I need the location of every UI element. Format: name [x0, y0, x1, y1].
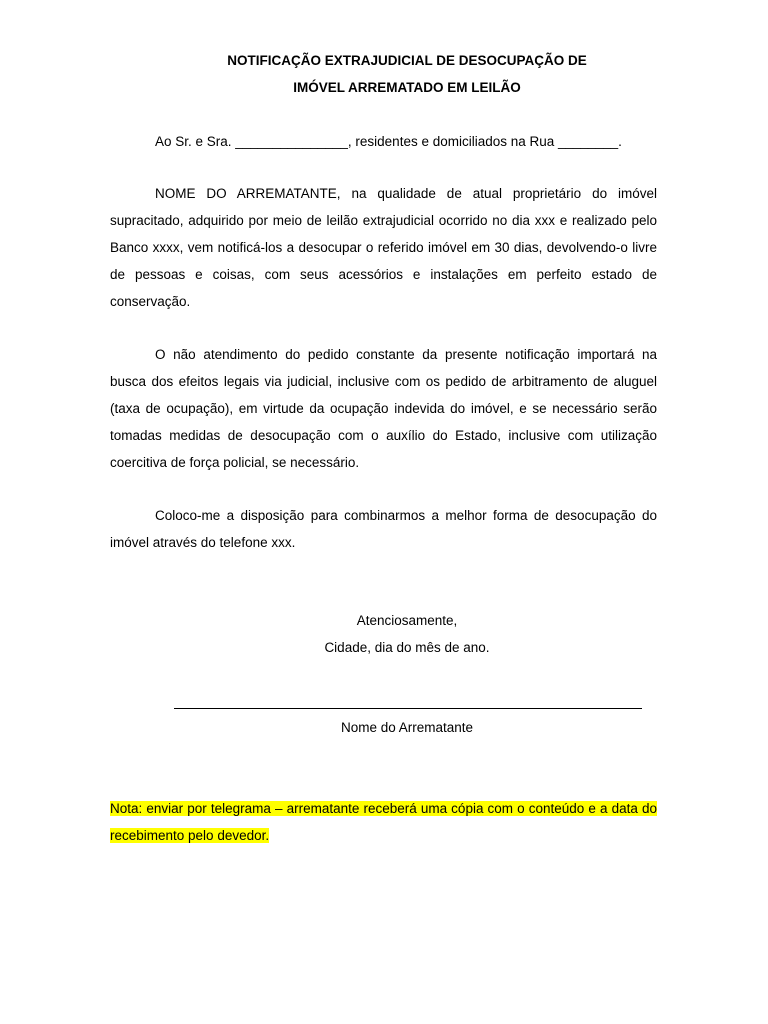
closing-regards: Atenciosamente, [356, 613, 458, 628]
signature-name: Nome do Arrematante [340, 720, 474, 735]
paragraph-block-2 [110, 341, 657, 476]
note-paragraph [110, 795, 657, 849]
title-line-1: NOTIFICAÇÃO EXTRAJUDICIAL DE DESOCUPAÇÃO DE [227, 53, 587, 68]
signature-line [174, 708, 642, 709]
document-title [110, 47, 704, 101]
closing-block [110, 607, 704, 661]
body-paragraph-1: NOME DO ARREMATANTE, na qualidade de atual proprietário do imóvel supracitado, adquirido por meio de leilão extrajudicial ocorrido no dia xxx e realizado pelo Banco xxxx, vem notificá-los a desocupar o referido imóvel em 30 dias, devolvendo-o livre de pessoas e coisas, com seus acessórios e instalações em perfeito estado de conservação. [110, 186, 657, 309]
signature-block [110, 714, 704, 741]
note-block [110, 795, 657, 849]
paragraph-block-3 [110, 502, 657, 556]
body-paragraph-2: O não atendimento do pedido constante da presente notificação importará na busca dos efeitos legais via judicial, inclusive com os pedido de arbitramento de aluguel (taxa de ocupação), em virtude da ocupação indevida do imóvel, e se necessário serão tomadas medidas de desocupação com o auxílio do Estado, inclusive com utilização coercitiva de força policial, se necessário. [110, 347, 657, 470]
salutation: Ao Sr. e Sra. _______________, residentes e domiciliados na Rua ________. [155, 134, 622, 149]
paragraph-block-1 [110, 180, 657, 315]
title-line-2: IMÓVEL ARREMATADO EM LEILÃO [293, 80, 521, 95]
body-paragraph-3: Coloco-me a disposição para combinarmos a melhor forma de desocupação do imóvel através do telefone xxx. [110, 508, 657, 550]
closing-place-date: Cidade, dia do mês de ano. [324, 640, 490, 655]
note-highlight: Nota: enviar por telegrama – arrematante receberá uma cópia com o conteúdo e a data do recebimento pelo devedor. [110, 801, 657, 843]
salutation-block [110, 128, 657, 155]
